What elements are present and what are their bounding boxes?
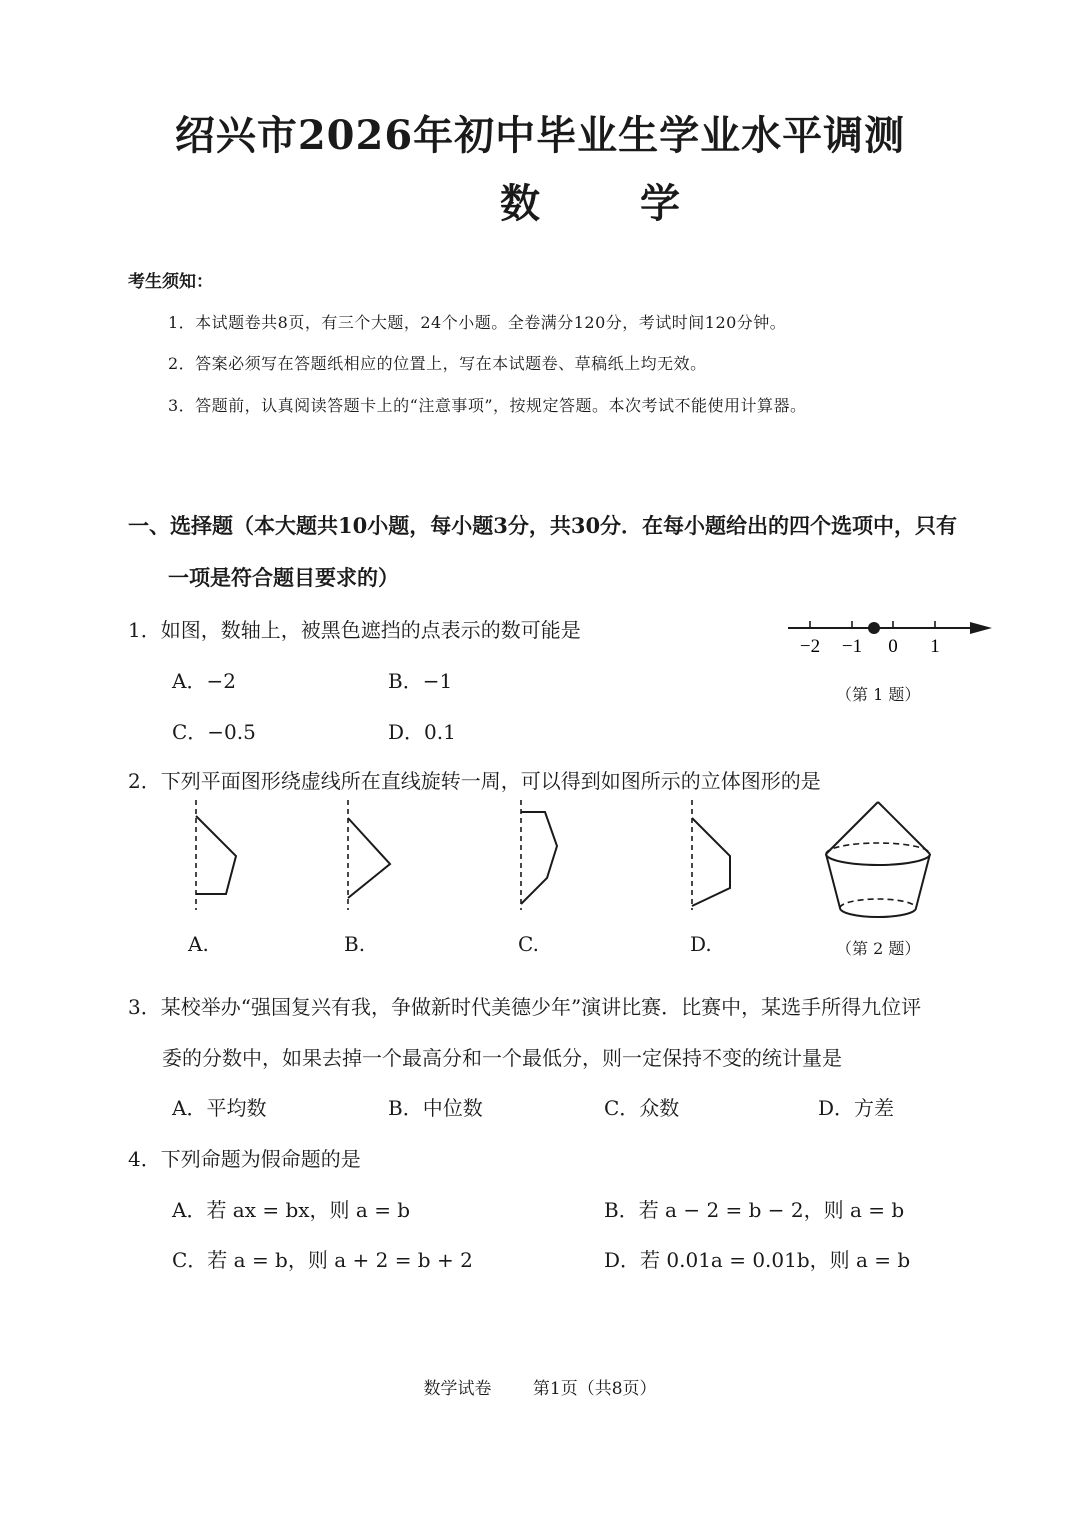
q2-figure-caption: （第 2 题） bbox=[836, 939, 921, 958]
q4-option-b: B．若 a − 2 = b − 2，则 a = b bbox=[604, 1198, 905, 1222]
q4-option-c: C．若 a = b，则 a + 2 = b + 2 bbox=[172, 1248, 473, 1272]
section-heading: 一、选择题（本大题共10小题，每小题3分，共30分．在每小题给出的四个选项中，只有 bbox=[128, 513, 958, 538]
tick-label: −2 bbox=[799, 636, 821, 657]
q4-stem: 4．下列命题为假命题的是 bbox=[128, 1147, 361, 1171]
q2-solid-figure bbox=[820, 796, 936, 928]
q3-option-b: B．中位数 bbox=[388, 1096, 483, 1120]
q1-option-c: C．−0.5 bbox=[172, 720, 256, 744]
page-footer bbox=[0, 1374, 1080, 1399]
notice-item: 1．本试题卷共8页，有三个大题，24个小题。全卷满分120分，考试时间120分钟。 bbox=[168, 313, 787, 332]
q2-option-a: A. bbox=[188, 932, 209, 956]
subject-title: 数学 bbox=[500, 180, 780, 227]
q1-option-d: D．0.1 bbox=[388, 720, 456, 744]
exam-title: 绍兴市2026年初中毕业生学业水平调测 bbox=[174, 112, 906, 159]
tick-label: 0 bbox=[888, 636, 898, 657]
q2-figure-b bbox=[332, 800, 402, 912]
q1-option-a: A．−2 bbox=[172, 669, 236, 693]
q1-figure-caption: （第 1 题） bbox=[836, 685, 921, 704]
q3-option-a: A．平均数 bbox=[172, 1096, 267, 1120]
q3-stem-line1: 3．某校举办“强国复兴有我，争做新时代美德少年”演讲比赛．比赛中，某选手所得九位评 bbox=[128, 995, 922, 1019]
q4-option-d: D．若 0.01a = 0.01b，则 a = b bbox=[604, 1248, 911, 1272]
q1-option-b: B．−1 bbox=[388, 669, 453, 693]
tick-label: −1 bbox=[841, 636, 863, 657]
number-line-figure bbox=[780, 612, 1000, 662]
q2-option-c: C. bbox=[518, 932, 539, 956]
footer-name: 数学试卷 bbox=[423, 1379, 492, 1399]
q2-option-b: B. bbox=[344, 932, 366, 956]
notice-item: 2．答案必须写在答题纸相应的位置上，写在本试题卷、草稿纸上均无效。 bbox=[168, 354, 707, 373]
q2-option-d: D. bbox=[690, 932, 712, 956]
notice-heading: 考生须知： bbox=[128, 272, 213, 292]
q2-stem: 2．下列平面图形绕虚线所在直线旋转一周，可以得到如图所示的立体图形的是 bbox=[128, 769, 821, 793]
hidden-point-dot bbox=[868, 622, 880, 634]
section-heading-cont: 一项是符合题目要求的） bbox=[168, 565, 399, 590]
q4-option-a: A．若 ax = bx，则 a = b bbox=[172, 1198, 411, 1222]
q1-stem: 1．如图，数轴上，被黑色遮挡的点表示的数可能是 bbox=[128, 618, 581, 642]
notice-item: 3．答题前，认真阅读答题卡上的“注意事项”，按规定答题。本次考试不能使用计算器。 bbox=[168, 396, 807, 415]
q2-figure-d bbox=[676, 800, 746, 912]
footer-page: 第1页（共8页） bbox=[532, 1379, 657, 1399]
q2-figure-a bbox=[180, 800, 250, 912]
number-line-arrow bbox=[970, 622, 992, 634]
tick-label: 1 bbox=[930, 636, 940, 657]
q2-figure-c bbox=[505, 800, 575, 912]
q3-option-c: C．众数 bbox=[604, 1096, 680, 1120]
q3-stem-line2: 委的分数中，如果去掉一个最高分和一个最低分，则一定保持不变的统计量是 bbox=[162, 1046, 842, 1070]
q3-option-d: D．方差 bbox=[818, 1096, 895, 1120]
